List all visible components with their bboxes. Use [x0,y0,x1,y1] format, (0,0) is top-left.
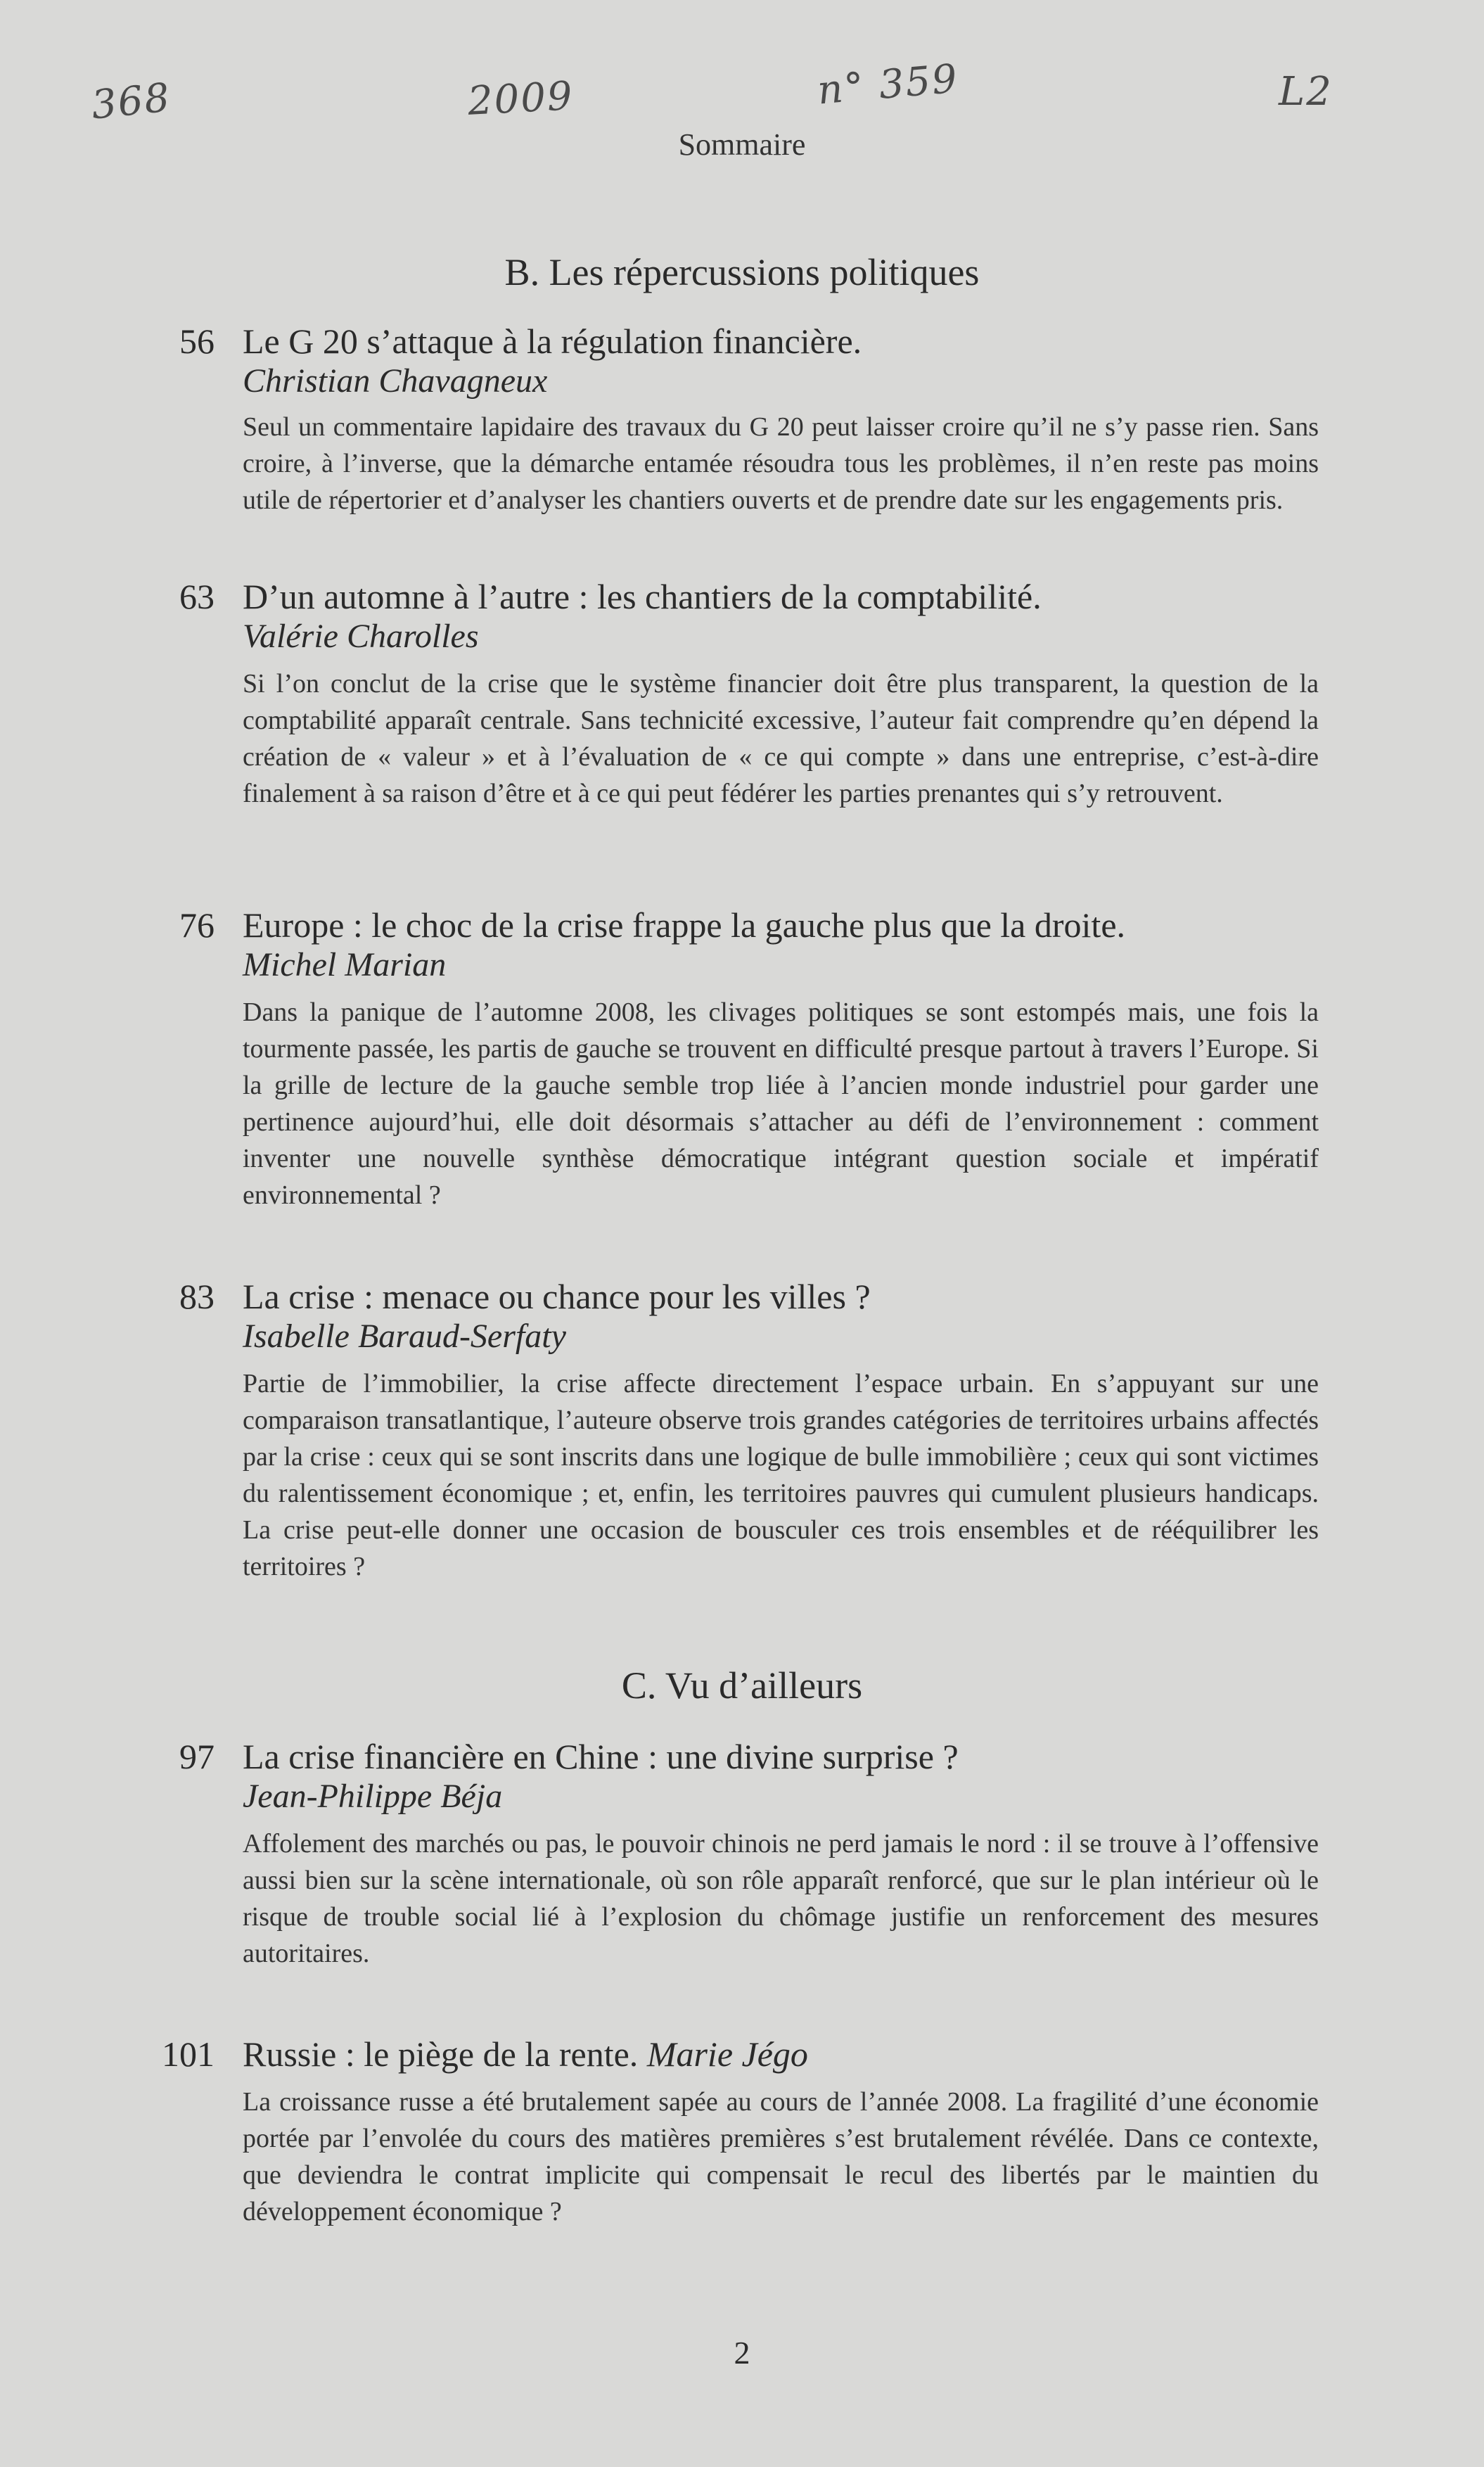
entry-author: Marie Jégo [646,2034,808,2074]
entry-page-number: 97 [179,1737,215,1776]
entry-title: La crise financière en Chine : une divine surprise ? [243,1737,959,1776]
entry-page-number: 101 [162,2034,215,2074]
entry-title: Le G 20 s’attaque à la régulation financière. [243,321,862,361]
entry-page-number: 56 [179,321,215,361]
entry-author: Valérie Charolles [243,618,479,655]
entry-author: Michel Marian [243,946,447,983]
entry-title: D’un automne à l’autre : les chantiers de la comptabilité. [243,577,1042,616]
page-number: 2 [734,2335,750,2371]
entry-abstract: Si l’on conclut de la crise que le système financier doit être plus transparent, la question de la comptabilité apparaît centrale. Sans technicité excessive, l’auteur fait comprendre qu’en dépend la création de « valeur » et à l’évaluation de « ce qui compte » dans une entreprise, c’est-à-dire finalement à sa raison d’être et à ce qui peut fédérer les parties prenantes qui s’y retrouvent. [243,669,1319,808]
running-head: Sommaire [678,127,806,162]
entry-page-number: 83 [179,1277,215,1316]
entry-title: La crise : menace ou chance pour les villes ? [243,1277,871,1316]
handwritten-note: L2 [1279,69,1333,115]
entry-author: Jean-Philippe Béja [243,1778,503,1815]
entry-title: Russie : le piège de la rente. [243,2034,639,2074]
entry-abstract: Affolement des marchés ou pas, le pouvoir chinois ne perd jamais le nord : il se trouve à l’offensive aussi bien sur la scène internationale, où son rôle apparaît renforcé, que sur le plan intérieur où le risque de trouble social lié à l’explosion du chômage justifie un renforcement des mesures autoritaires. [243,1829,1319,1968]
handwritten-note: n° 359 [815,56,961,114]
entry-author: Christian Chavagneux [243,362,548,400]
entry-author: Isabelle Baraud-Serfaty [243,1318,566,1355]
entry-page-number: 63 [179,577,215,616]
entry-abstract: La croissance russe a été brutalement sapée au cours de l’année 2008. La fragilité d’une économie portée par l’envolée du cours des matières premières s’est brutalement révélée. Dans ce contexte, que deviendra le contrat implicite qui compensait le recul des libertés par le maintien du développement économique ? [243,2087,1319,2226]
section-heading: B. Les répercussions politiques [504,251,980,293]
entry-title: Europe : le choc de la crise frappe la gauche plus que la droite. [243,905,1126,945]
section-heading: C. Vu d’ailleurs [621,1664,863,1707]
entry-title-with-author [243,2033,808,2075]
entry-abstract: Seul un commentaire lapidaire des travaux du G 20 peut laisser croire qu’il ne s’y passe rien. Sans croire, à l’inverse, que la démarche entamée résoudra tous les problèmes, il n’en reste pas moins utile de répertorier et d’analyser les chantiers ouverts et de prendre date sur les engagements pris. [243,412,1319,515]
entry-abstract: Partie de l’immobilier, la crise affecte directement l’espace urbain. En s’appuyant sur une comparaison transatlantique, l’auteure observe trois grandes catégories de territoires urbains affectés par la crise : ceux qui se sont inscrits dans une logique de bulle immobilière ; ceux qui sont victimes du ralentissement économique ; et, enfin, les territoires pauvres qui cumulent plusieurs handicaps. La crise peut-elle donner une occasion de bousculer ces trois ensembles et de rééquilibrer les territoires ? [243,1369,1319,1581]
handwritten-note: 2009 [466,73,575,125]
handwritten-note: 368 [89,75,173,129]
entry-abstract: Dans la panique de l’automne 2008, les clivages politiques se sont estompés mais, une fois la tourmente passée, les partis de gauche se trouvent en difficulté presque partout à travers l’Europe. Si la grille de lecture de la gauche semble trop liée à l’ancien monde industriel pour garder une pertinence aujourd’hui, elle doit désormais s’attacher au défi de l’environnement : comment inventer une nouvelle synthèse démocratique intégrant question sociale et impératif environnemental ? [243,997,1319,1210]
entry-page-number: 76 [179,905,215,945]
